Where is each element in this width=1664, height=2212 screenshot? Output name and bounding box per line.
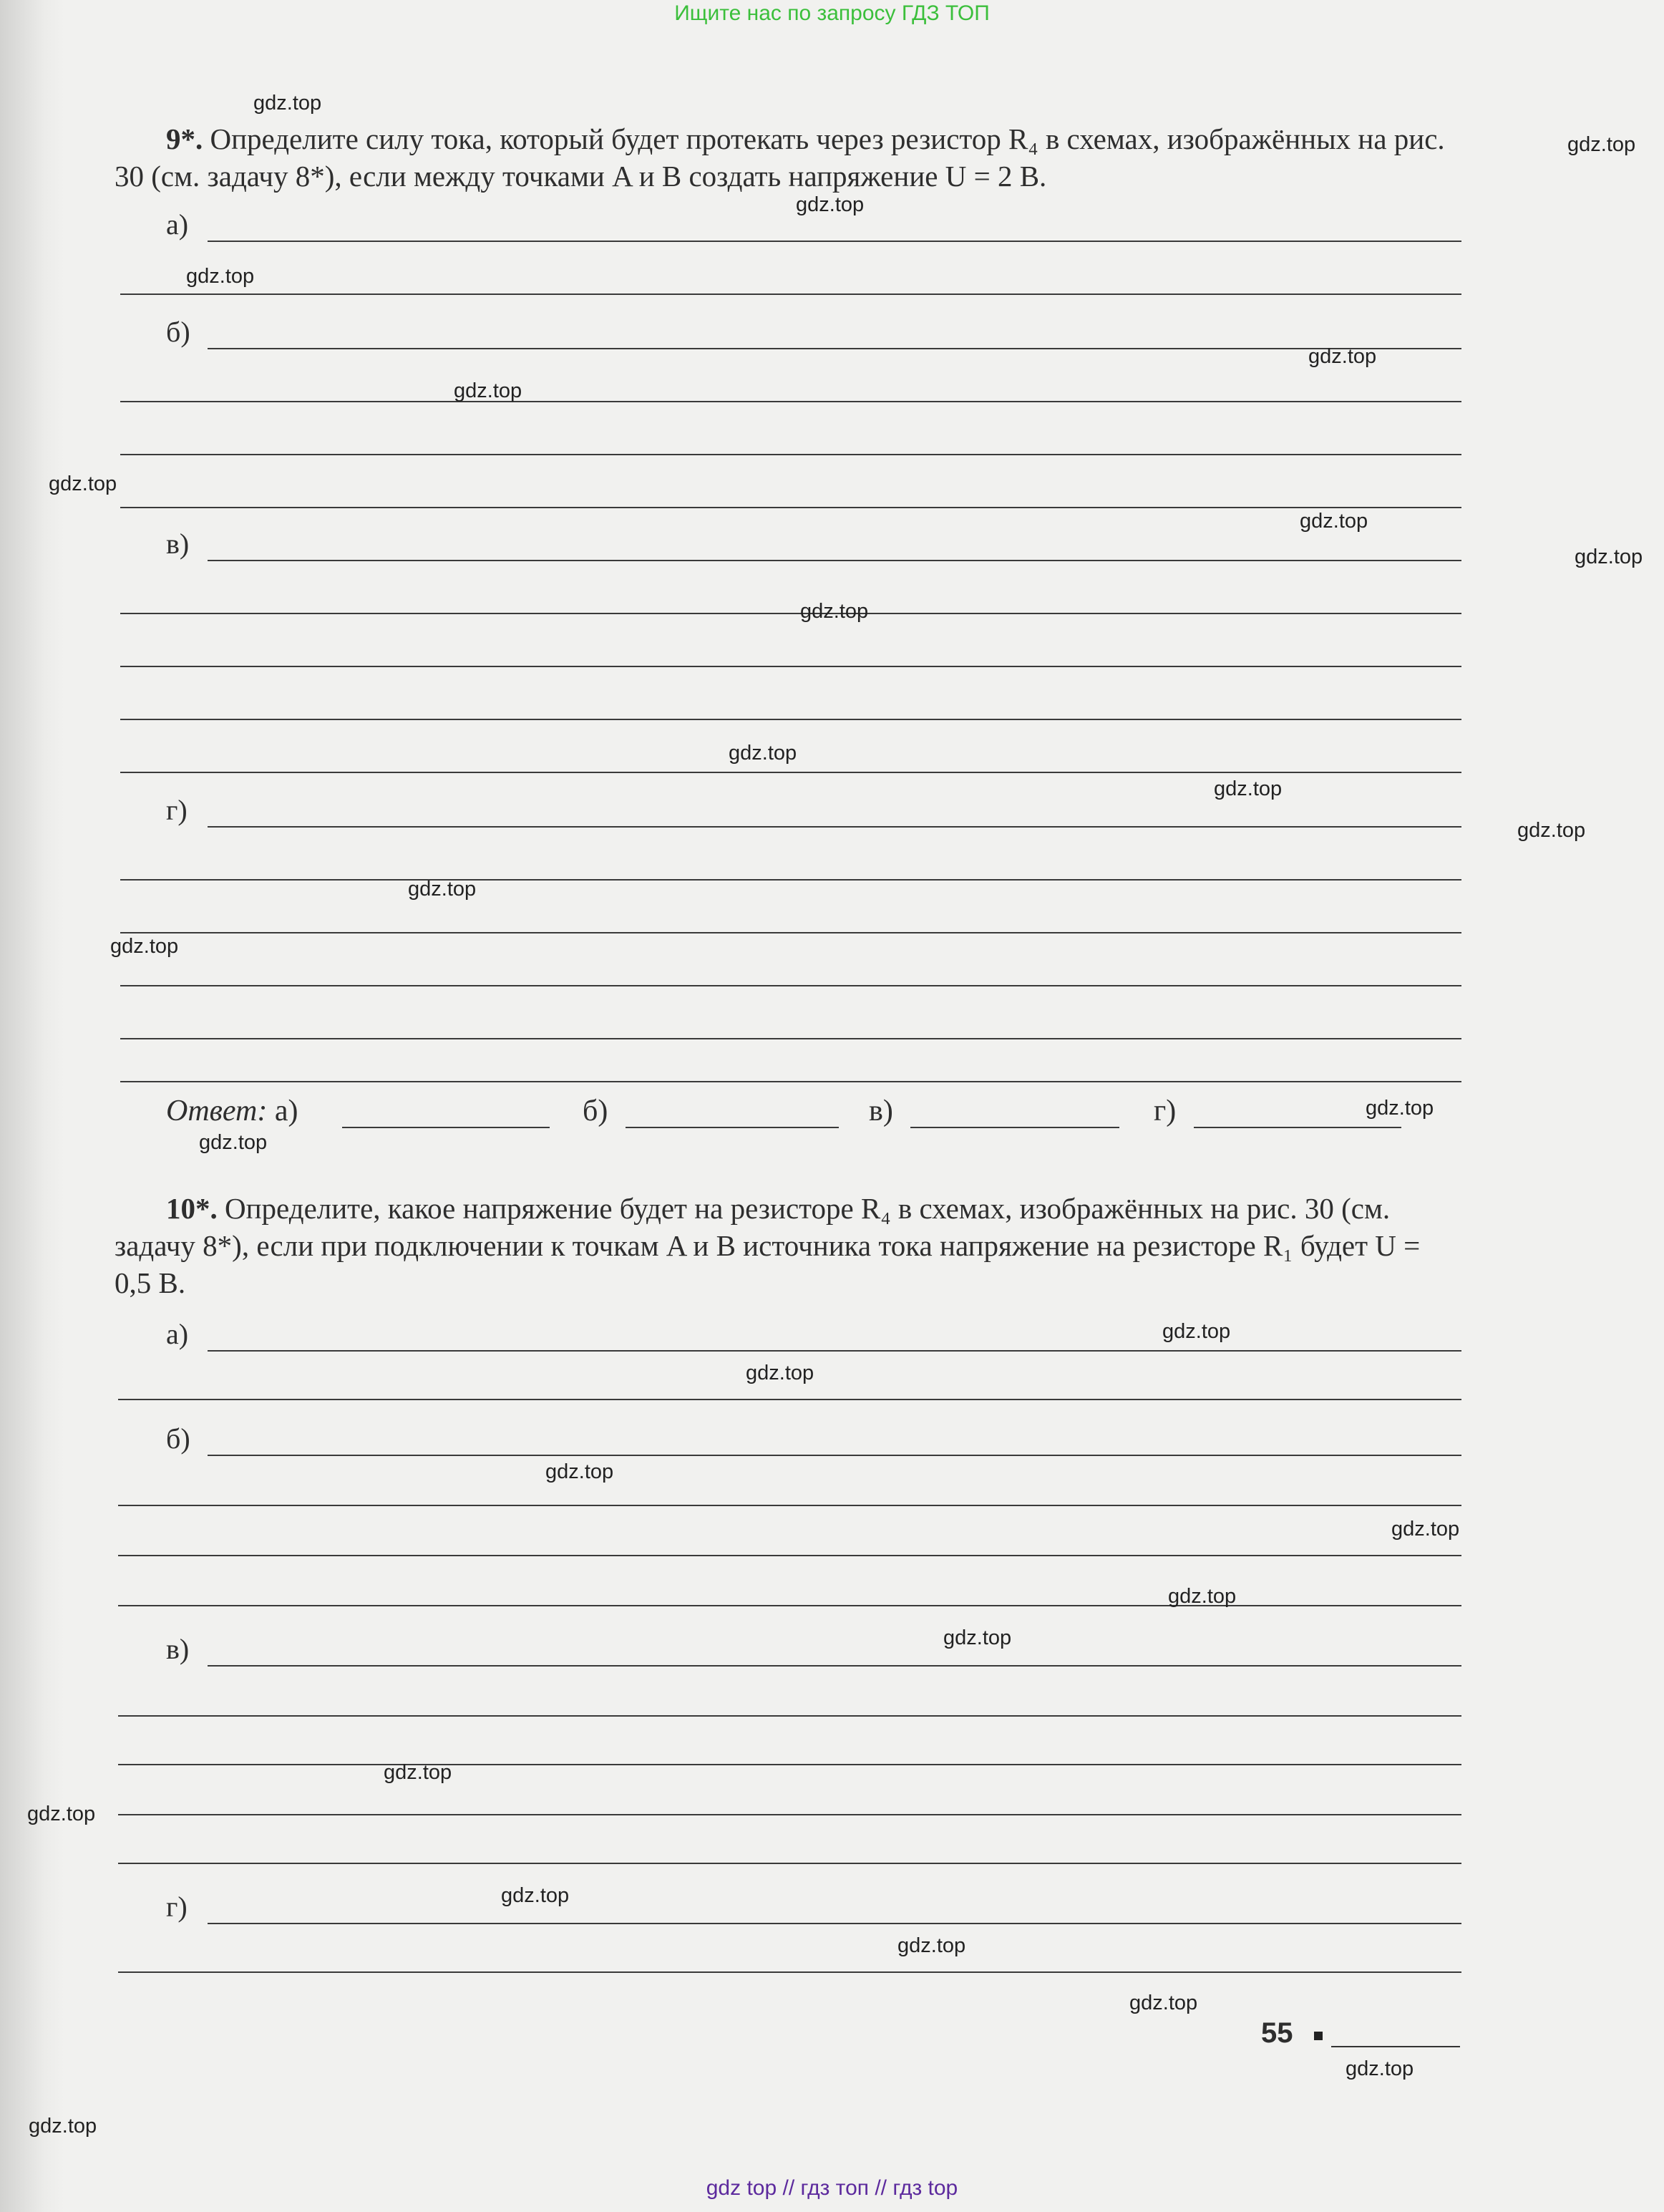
footer-banner[interactable]: gdz top // гдз топ // гдз top [706,2176,958,2200]
answer-line [118,1605,1461,1606]
watermark: gdz.top [1517,819,1586,842]
answer-line [120,1081,1461,1082]
watermark: gdz.top [454,379,522,402]
task-10 [115,1190,1464,1301]
answer-line [118,1505,1461,1506]
answer-line [118,1863,1461,1864]
answer-line [120,666,1461,667]
page-binding-shadow [0,0,64,2212]
answer-label-g: г) [1154,1095,1177,1127]
watermark: gdz.top [1346,2057,1414,2080]
watermark: gdz.top [1214,777,1283,800]
answer-blank-b [626,1127,839,1128]
answer-line [208,560,1461,561]
answer-line [208,1923,1461,1924]
page-number-rule [1331,2046,1460,2047]
watermark: gdz.top [897,1934,966,1957]
answer-line [118,1814,1461,1815]
watermark: gdz.top [545,1460,614,1483]
task-9-label-v: в) [166,528,190,560]
answer-line [208,1350,1461,1352]
watermark: gdz.top [27,1803,96,1825]
watermark: gdz.top [1366,1097,1434,1120]
task-9-label-a: а) [166,208,189,241]
header-banner[interactable]: Ищите нас по запросу ГДЗ ТОП [674,1,990,25]
watermark: gdz.top [1300,510,1368,533]
answer-line [120,454,1461,455]
answer-line [118,1715,1461,1717]
answer-label-a: а) [274,1095,298,1127]
answer-line [120,1038,1461,1039]
watermark: gdz.top [1575,545,1643,568]
watermark: gdz.top [384,1761,452,1784]
watermark: gdz.top [253,92,322,115]
answer-blank-g [1194,1127,1401,1128]
watermark: gdz.top [1391,1518,1460,1541]
watermark: gdz.top [49,472,117,495]
answer-line [120,507,1461,508]
task-10-label-v: в) [166,1633,190,1665]
watermark: gdz.top [796,193,865,216]
answer-line [118,1555,1461,1556]
answer-line [120,401,1461,402]
answer-title: Ответ: [166,1095,268,1127]
watermark: gdz.top [408,878,477,901]
watermark: gdz.top [1567,133,1636,156]
watermark: gdz.top [29,2115,97,2138]
watermark: gdz.top [110,935,179,958]
page-number: 55 [1261,2017,1293,2049]
answer-line [208,348,1461,349]
answer-line [120,879,1461,881]
answer-line [120,294,1461,295]
page-number-marker [1314,2032,1323,2040]
task-9 [115,120,1464,195]
task-10-text: Определите, какое напряжение будет на резисторе R₄ в схемах, изображённых на рис. 30 (см. задачу 8*), если при подключении к точкам A и B источника тока напряжение на резисторе R₁ будет U = 0,5 В. [115,1192,1421,1299]
watermark: gdz.top [1308,345,1377,368]
task-10-number: 10*. [166,1192,218,1225]
answer-line [120,985,1461,986]
answer-line [208,1665,1461,1667]
answer-blank-v [910,1127,1119,1128]
answer-line [120,932,1461,933]
answer-line [208,1455,1461,1456]
watermark: gdz.top [1162,1320,1231,1343]
task-9-label-g: г) [166,794,188,826]
watermark: gdz.top [746,1362,814,1384]
watermark: gdz.top [186,265,255,288]
task-9-label-b: б) [166,316,190,348]
answer-line [120,772,1461,773]
watermark: gdz.top [943,1626,1012,1649]
answer-line [208,826,1461,828]
answer-line [120,719,1461,720]
answer-line [208,241,1461,242]
answer-row [166,1094,298,1128]
watermark: gdz.top [1168,1585,1237,1608]
task-10-label-g: г) [166,1891,188,1923]
answer-line [118,1764,1461,1765]
answer-line [120,613,1461,614]
answer-line [118,1399,1461,1400]
watermark: gdz.top [199,1131,268,1154]
watermark: gdz.top [800,600,869,623]
task-9-text: Определите силу тока, который будет протекать через резистор R₄ в схемах, изображённых на рис. 30 (см. задачу 8*), если между точками A и B создать напряжение U = 2 В. [115,122,1445,193]
answer-line [118,1971,1461,1973]
watermark: gdz.top [1129,1992,1198,2014]
task-9-number: 9*. [166,122,203,155]
watermark: gdz.top [501,1884,570,1907]
answer-label-b: б) [583,1095,608,1127]
task-10-label-a: а) [166,1318,189,1350]
answer-blank-a [342,1127,550,1128]
watermark: gdz.top [729,742,797,765]
task-10-label-b: б) [166,1422,190,1455]
answer-label-v: в) [869,1095,893,1127]
